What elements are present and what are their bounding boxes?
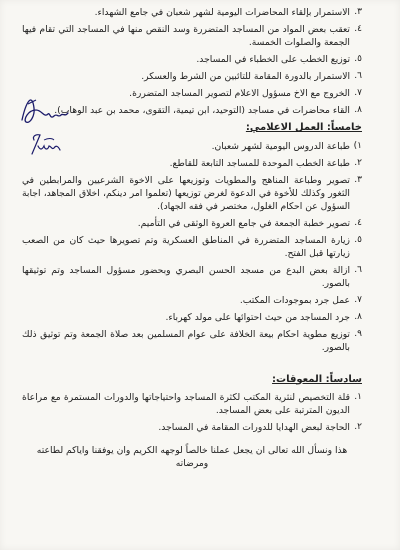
list-item bbox=[22, 294, 362, 307]
item-text: تصوير خطبة الجمعة في جامع العروة الوثقى في التأميم. bbox=[137, 217, 350, 229]
list-item bbox=[22, 104, 362, 117]
section5-list bbox=[22, 140, 362, 355]
list-item bbox=[22, 53, 362, 66]
list-item bbox=[22, 70, 362, 83]
section5-heading: خامساً: العمل الاعلامي: bbox=[245, 122, 362, 134]
list-item bbox=[22, 157, 362, 170]
item-text: الخروج مع الاخ مسؤول الاعلام لتصوير المساجد المتضررة. bbox=[129, 88, 350, 100]
item-number: ٨. bbox=[354, 105, 362, 116]
item-text: الاستمرار بإلقاء المحاضرات اليومية لشهر شعبان في جامع الشهداء. bbox=[94, 7, 350, 18]
item-text: عمل جرد بموجودات المكتب. bbox=[239, 295, 350, 307]
list-item bbox=[22, 140, 362, 153]
section4-list bbox=[22, 6, 362, 117]
item-text: القاء محاضرات في مساجد (التوحيد، ابن تيمية، التقوى، محمد بن عبد الوهاب). bbox=[54, 105, 350, 117]
section6-heading: سادساً: المعوقات: bbox=[272, 373, 362, 385]
closing-prayer: هذا ونسأل الله تعالى ان يجعل عملنا خالصاً لوجهه الكريم وان يوفقنا واياكم لطاعته ومرضاته bbox=[36, 444, 348, 469]
list-item bbox=[22, 23, 362, 49]
item-number: ٢. bbox=[354, 421, 362, 432]
list-item bbox=[22, 217, 362, 230]
list-item bbox=[22, 391, 362, 417]
item-number: ٧. bbox=[354, 295, 362, 306]
item-text: ازالة بعض البدع من مسجد الحسن البصري وبحضور مسؤول المساجد وتم توثيقها بالصور. bbox=[22, 265, 350, 290]
item-text: طباعة الخطب الموحدة للمساجد التابعة للقاطع. bbox=[169, 157, 350, 169]
item-text: زيارة المساجد المتضررة في المناطق العسكرية وتم تصويرها حيث كان من الصعب زيارتها قبل الفتح. bbox=[22, 235, 350, 260]
document-body bbox=[22, 6, 362, 470]
item-number: ٣. bbox=[354, 174, 362, 185]
section6-list bbox=[22, 391, 362, 434]
item-text: طباعة الدروس اليومية لشهر شعبان. bbox=[211, 140, 350, 152]
item-text: قلة التخصيص لنثرية المكتب لكثرة المساجد واحتياجاتها والدورات المستمرة مع مراعاة الديون المترتبة على بعض المساجد. bbox=[22, 391, 350, 416]
list-item bbox=[22, 174, 362, 213]
item-text: توزيع مطوية احكام بيعة الخلافة على عوام المسلمين بعد صلاة الجمعة وتم توثيق ذلك بالصور. bbox=[22, 329, 350, 354]
list-item bbox=[22, 311, 362, 324]
list-item bbox=[22, 234, 362, 260]
list-item bbox=[22, 264, 362, 290]
item-number: ١. bbox=[354, 391, 362, 402]
item-number: ٣. bbox=[354, 7, 362, 17]
list-item bbox=[22, 6, 362, 19]
item-number: ١) bbox=[353, 140, 362, 151]
item-text: الحاجة لبعض الهدايا للدورات المقامة في المساجد. bbox=[158, 421, 350, 433]
item-number: ٤. bbox=[354, 24, 362, 35]
list-item bbox=[22, 328, 362, 354]
item-number: ٦. bbox=[354, 265, 362, 276]
list-item bbox=[22, 421, 362, 434]
item-number: ٧. bbox=[354, 88, 362, 99]
item-number: ٤. bbox=[354, 217, 362, 228]
list-item bbox=[22, 87, 362, 100]
item-text: تعقب بعض المواد من المساجد المتضررة وسد النقص منها في المساجد التي تقام فيها الجمعة والصلوات الخمسة. bbox=[22, 24, 350, 49]
item-number: ٥. bbox=[354, 235, 362, 245]
item-text: الاستمرار بالدورة المقامة للتائبين من الشرط والعسكر. bbox=[141, 71, 350, 83]
item-number: ٨. bbox=[354, 312, 362, 323]
item-text: تصوير وطباعة المناهج والمطويات وتوزيعها على الاخوة الشرعيين والمرابطين في الثغور وكذلك للأخوة في الدعوة لغرض توزيعها (تعلموا امر دينكم، اخلاق المجاهد، اجابة السؤول عن احكام الغلول، مختصر في فقه الجهاد). bbox=[22, 174, 350, 212]
item-number: ٢. bbox=[354, 157, 362, 168]
item-number: ٩. bbox=[354, 329, 362, 340]
item-number: ٦. bbox=[354, 71, 362, 82]
item-number: ٥. bbox=[354, 54, 362, 65]
item-text: جرد المساجد من حيث احتوائها على مولد كهرباء. bbox=[165, 312, 350, 324]
item-text: توزيع الخطب على الخطباء في المساجد. bbox=[196, 54, 350, 66]
